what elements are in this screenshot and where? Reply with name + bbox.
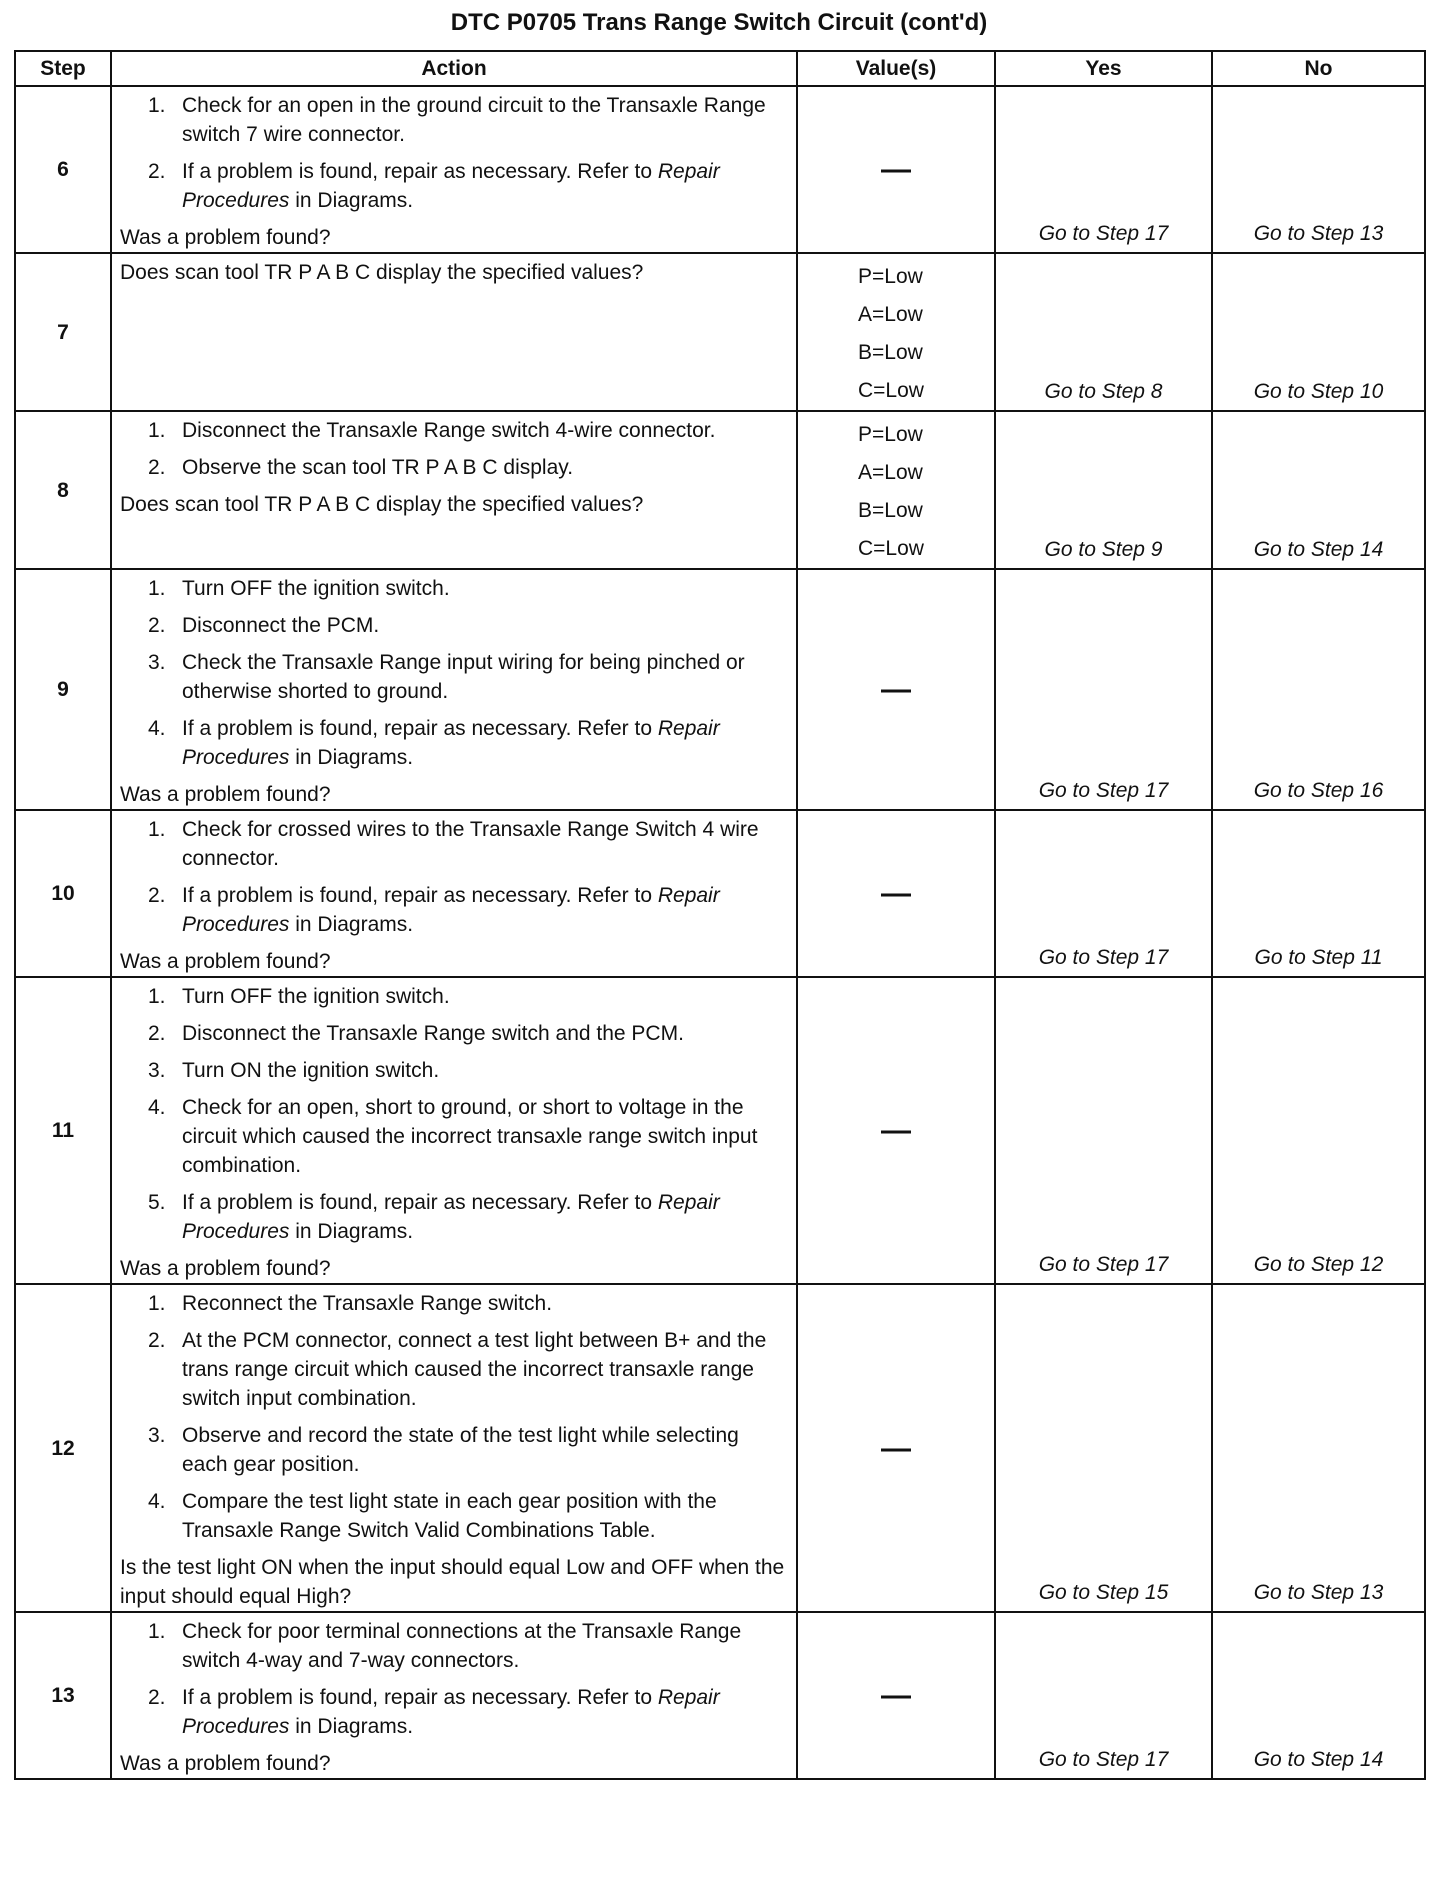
- no-goto: Go to Step 16: [1212, 569, 1425, 810]
- header-values: Value(s): [797, 51, 995, 86]
- yes-goto: Go to Step 17: [995, 569, 1212, 810]
- action-step-text: If a problem is found, repair as necessary. Refer to: [182, 1191, 658, 1214]
- action-step-number: 1.: [148, 818, 166, 841]
- action-steps-list: [120, 91, 790, 215]
- action-step-number: 2.: [148, 884, 166, 907]
- action-step-text: If a problem is found, repair as necessary. Refer to: [182, 717, 658, 740]
- action-question: Was a problem found?: [120, 1257, 331, 1280]
- no-goto: Go to Step 10: [1212, 253, 1425, 411]
- specified-value: B=Low: [858, 499, 923, 522]
- diagnostic-table: [14, 50, 1426, 1780]
- action-step-text: At the PCM connector, connect a test light between B+ and the trans range circuit which caused the incorrect transaxle range switch input combination.: [182, 1329, 767, 1410]
- values-cell-empty-dash: —: [797, 1612, 995, 1779]
- action-step-number: 1.: [148, 985, 166, 1008]
- action-step-text: Observe the scan tool TR P A B C display.: [182, 456, 574, 479]
- action-step: [148, 1289, 790, 1318]
- step-number: 10: [15, 810, 111, 977]
- action-question: Was a problem found?: [120, 226, 331, 249]
- yes-goto: Go to Step 17: [995, 1612, 1212, 1779]
- action-step-text: Check for an open in the ground circuit to the Transaxle Range switch 7 wire connector.: [182, 94, 766, 146]
- step-number: 12: [15, 1284, 111, 1612]
- action-question: Was a problem found?: [120, 950, 331, 973]
- table-row: [15, 1612, 1425, 1779]
- action-step: [148, 611, 790, 640]
- action-step-text: Turn OFF the ignition switch.: [182, 577, 450, 600]
- yes-goto: Go to Step 15: [995, 1284, 1212, 1612]
- action-cell: [111, 569, 797, 810]
- values-cell-empty-dash: —: [797, 86, 995, 253]
- action-step-number: 2.: [148, 1686, 166, 1709]
- yes-goto: Go to Step 17: [995, 86, 1212, 253]
- action-step: [148, 1617, 790, 1675]
- table-row: [15, 977, 1425, 1284]
- action-step-number: 2.: [148, 1329, 166, 1352]
- action-step-number: 2.: [148, 1022, 166, 1045]
- action-step-number: 2.: [148, 160, 166, 183]
- action-question: Does scan tool TR P A B C display the specified values?: [120, 261, 644, 284]
- action-step-text: If a problem is found, repair as necessary. Refer to: [182, 1686, 658, 1709]
- action-step: [148, 1421, 790, 1479]
- action-step-text: in Diagrams.: [289, 913, 414, 936]
- action-step-text: Observe and record the state of the test light while selecting each gear position.: [182, 1424, 739, 1476]
- action-cell: [111, 1284, 797, 1612]
- action-step: [148, 157, 790, 215]
- table-row: [15, 569, 1425, 810]
- action-step-number: 1.: [148, 1292, 166, 1315]
- values-cell-empty-dash: —: [797, 569, 995, 810]
- action-step: [148, 574, 790, 603]
- yes-goto: Go to Step 17: [995, 977, 1212, 1284]
- step-number: 8: [15, 411, 111, 569]
- action-step: [148, 1487, 790, 1545]
- action-step-text: If a problem is found, repair as necessary. Refer to: [182, 884, 658, 907]
- action-step-number: 1.: [148, 577, 166, 600]
- action-step-number: 1.: [148, 419, 166, 442]
- action-steps-list: [120, 574, 790, 772]
- action-step: [148, 714, 790, 772]
- action-step: [148, 648, 790, 706]
- repair-procedures-reference: Repair Procedures: [182, 1686, 720, 1738]
- no-goto: Go to Step 14: [1212, 411, 1425, 569]
- action-step: [148, 453, 790, 482]
- table-row: [15, 1284, 1425, 1612]
- table-header-row: [15, 51, 1425, 86]
- action-steps-list: [120, 982, 790, 1246]
- action-step-text: in Diagrams.: [289, 1715, 414, 1738]
- action-cell: [111, 810, 797, 977]
- specified-value: A=Low: [858, 461, 923, 484]
- action-step-text: Check for crossed wires to the Transaxle Range Switch 4 wire connector.: [182, 818, 759, 870]
- action-step-number: 2.: [148, 456, 166, 479]
- action-cell: [111, 253, 797, 411]
- repair-procedures-reference: Repair Procedures: [182, 1191, 720, 1243]
- no-goto: Go to Step 11: [1212, 810, 1425, 977]
- repair-procedures-reference: Repair Procedures: [182, 160, 720, 212]
- action-step-number: 4.: [148, 1490, 166, 1513]
- action-question: Was a problem found?: [120, 1752, 331, 1775]
- repair-procedures-reference: Repair Procedures: [182, 884, 720, 936]
- table-row: [15, 86, 1425, 253]
- action-step: [148, 416, 790, 445]
- no-goto: Go to Step 12: [1212, 977, 1425, 1284]
- header-yes: Yes: [995, 51, 1212, 86]
- action-cell: [111, 411, 797, 569]
- values-cell: [797, 253, 995, 411]
- step-number: 13: [15, 1612, 111, 1779]
- action-step-text: Check for poor terminal connections at the Transaxle Range switch 4-way and 7-way connectors.: [182, 1620, 742, 1672]
- specified-value: C=Low: [858, 379, 924, 402]
- yes-goto: Go to Step 17: [995, 810, 1212, 977]
- action-step-text: Check the Transaxle Range input wiring for being pinched or otherwise shorted to ground.: [182, 651, 745, 703]
- step-number: 7: [15, 253, 111, 411]
- action-step: [148, 881, 790, 939]
- action-step: [148, 1019, 790, 1048]
- yes-goto: Go to Step 9: [995, 411, 1212, 569]
- action-step: [148, 982, 790, 1011]
- values-cell: [797, 411, 995, 569]
- no-goto: Go to Step 13: [1212, 86, 1425, 253]
- action-step-number: 3.: [148, 651, 166, 674]
- action-step-text: in Diagrams.: [289, 1220, 414, 1243]
- action-question: Is the test light ON when the input should equal Low and OFF when the input should equal High?: [120, 1556, 785, 1608]
- specified-value: C=Low: [858, 537, 924, 560]
- action-question: Was a problem found?: [120, 783, 331, 806]
- action-step-text: Disconnect the PCM.: [182, 614, 380, 637]
- action-step: [148, 1056, 790, 1085]
- action-step-number: 5.: [148, 1191, 166, 1214]
- specified-value: P=Low: [858, 423, 923, 446]
- values-cell-empty-dash: —: [797, 1284, 995, 1612]
- action-step: [148, 1683, 790, 1741]
- action-step-number: 3.: [148, 1424, 166, 1447]
- action-steps-list: [120, 1617, 790, 1741]
- action-step: [148, 1326, 790, 1413]
- no-goto: Go to Step 14: [1212, 1612, 1425, 1779]
- action-step-number: 4.: [148, 717, 166, 740]
- step-number: 11: [15, 977, 111, 1284]
- action-step-text: Turn OFF the ignition switch.: [182, 985, 450, 1008]
- step-number: 6: [15, 86, 111, 253]
- step-number: 9: [15, 569, 111, 810]
- repair-procedures-reference: Repair Procedures: [182, 717, 720, 769]
- action-step-text: in Diagrams.: [289, 746, 414, 769]
- action-step-text: Disconnect the Transaxle Range switch 4-wire connector.: [182, 419, 716, 442]
- action-step: [148, 1188, 790, 1246]
- table-row: [15, 810, 1425, 977]
- action-step-text: If a problem is found, repair as necessary. Refer to: [182, 160, 658, 183]
- values-cell-empty-dash: —: [797, 810, 995, 977]
- table-row: [15, 253, 1425, 411]
- specified-value: P=Low: [858, 265, 923, 288]
- action-cell: [111, 86, 797, 253]
- action-steps-list: [120, 1289, 790, 1545]
- no-goto: Go to Step 13: [1212, 1284, 1425, 1612]
- action-cell: [111, 1612, 797, 1779]
- action-step-number: 3.: [148, 1059, 166, 1082]
- action-step-text: Compare the test light state in each gear position with the Transaxle Range Switch Valid Combinations Table.: [182, 1490, 717, 1542]
- yes-goto: Go to Step 8: [995, 253, 1212, 411]
- action-step-number: 2.: [148, 614, 166, 637]
- specified-value: B=Low: [858, 341, 923, 364]
- action-step: [148, 815, 790, 873]
- page-title: DTC P0705 Trans Range Switch Circuit (cont'd): [450, 9, 988, 36]
- values-cell-empty-dash: —: [797, 977, 995, 1284]
- action-step-text: in Diagrams.: [289, 189, 414, 212]
- table-row: [15, 411, 1425, 569]
- action-step-number: 1.: [148, 1620, 166, 1643]
- action-step-number: 4.: [148, 1096, 166, 1119]
- action-steps-list: [120, 416, 790, 482]
- header-action: Action: [111, 51, 797, 86]
- action-cell: [111, 977, 797, 1284]
- action-step-text: Reconnect the Transaxle Range switch.: [182, 1292, 553, 1315]
- action-step: [148, 1093, 790, 1180]
- specified-value: A=Low: [858, 303, 923, 326]
- action-question: Does scan tool TR P A B C display the specified values?: [120, 493, 644, 516]
- action-step-text: Disconnect the Transaxle Range switch and the PCM.: [182, 1022, 684, 1045]
- action-step-text: Turn ON the ignition switch.: [182, 1059, 440, 1082]
- action-step-number: 1.: [148, 94, 166, 117]
- header-no: No: [1212, 51, 1425, 86]
- action-step-text: Check for an open, short to ground, or short to voltage in the circuit which caused the incorrect transaxle range switch input combination.: [182, 1096, 758, 1177]
- action-steps-list: [120, 815, 790, 939]
- header-step: Step: [15, 51, 111, 86]
- action-step: [148, 91, 790, 149]
